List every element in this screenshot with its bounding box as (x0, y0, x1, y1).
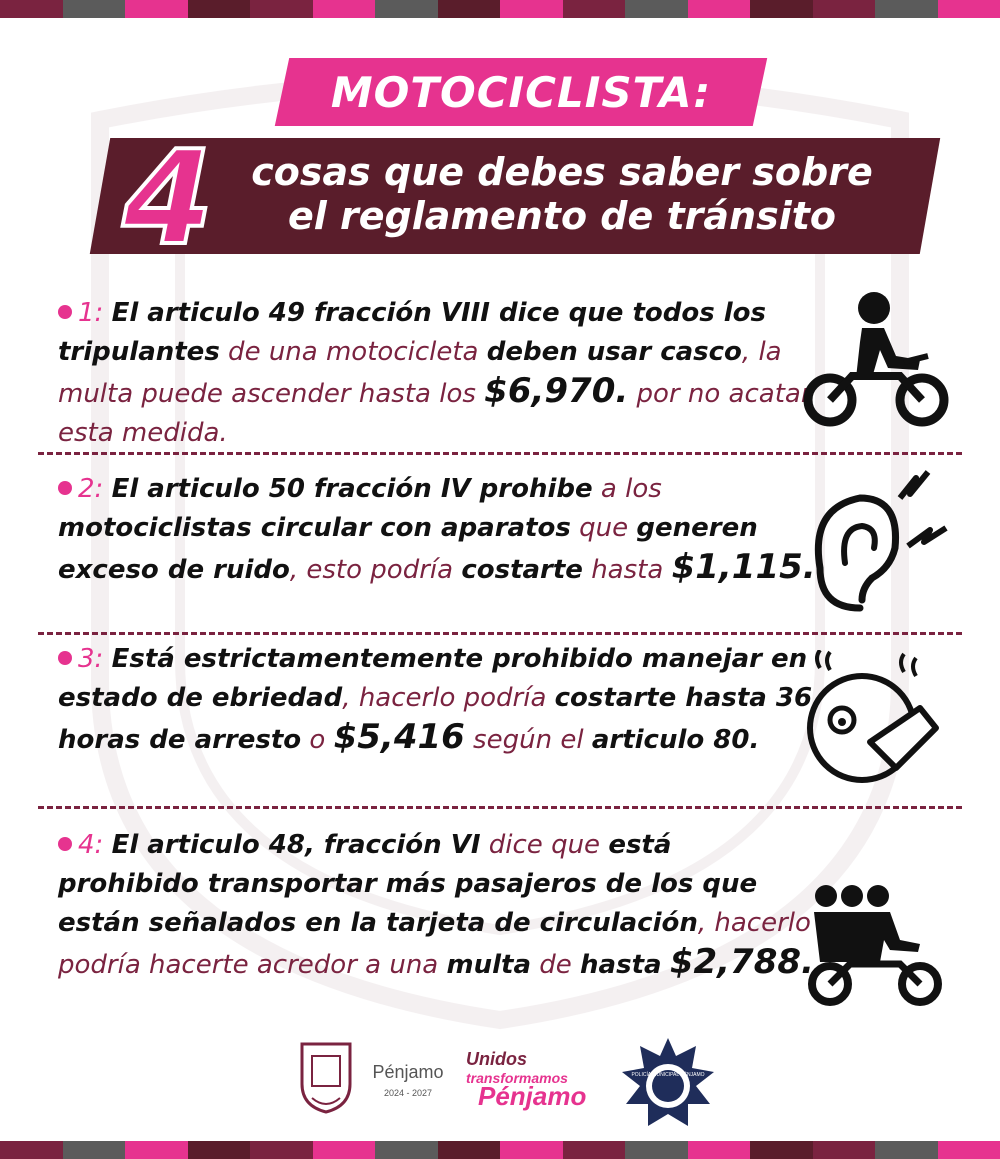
municipal-seal-logo (298, 1040, 354, 1116)
list-item-4: 4: El articulo 48, fracción VI dice que está prohibido transportar más pasajeros de los que están señalados en la tarjeta de circulación, hacerlo podría hacerte acredor a una multa de hasta $2,788. (58, 830, 814, 982)
divider-3 (38, 806, 962, 809)
top-decorative-stripe (0, 0, 1000, 18)
bottom-decorative-stripe (0, 1141, 1000, 1159)
divider-1 (38, 452, 962, 455)
page-title: MOTOCICLISTA: (330, 67, 712, 117)
list-item-3: 3: Está estrictamentemente prohibido manejar en estado de ebriedad, hacerlo podría costarte hasta 36 horas de arresto o $5,416 según el articulo 80. (58, 644, 813, 757)
overloaded-motorcycle-icon (804, 884, 944, 1008)
motorcycle-helmet-rider-icon (800, 290, 950, 430)
footer-slogan-3: Pénjamo (478, 1081, 587, 1111)
footer-slogan-1: Unidos (466, 1049, 527, 1069)
bullet-icon (58, 481, 72, 495)
drunk-face-bottle-icon (800, 650, 945, 790)
bullet-icon (58, 651, 72, 665)
list-item-2: 2: El articulo 50 fracción IV prohibe a los motociclistas circular con aparatos que generen exceso de ruido, esto podría costarte hasta $1,115. (58, 474, 816, 587)
subtitle-number: 4 (122, 122, 214, 274)
subtitle-line-2: el reglamento de tránsito (287, 194, 837, 238)
footer-years: 2024 - 2027 (383, 1088, 433, 1098)
footer-slogan-2: transformamos (466, 1070, 568, 1086)
divider-2 (38, 632, 962, 635)
list-item-1: 1: El articulo 49 fracción VIII dice que todos los tripulantes de una motocicleta deben usar casco, la multa puede ascender hasta los $6,970. por no acatar esta medida. (58, 298, 812, 448)
bullet-icon (58, 305, 72, 319)
police-badge-logo (620, 1036, 716, 1132)
footer-municipality: Pénjamo (372, 1062, 444, 1082)
police-badge-text: POLICÍA MUNICIPAL PÉNJAMO (631, 1072, 705, 1078)
subtitle-line-1: cosas que debes saber sobre (251, 150, 873, 194)
ear-noise-icon (800, 468, 950, 618)
bullet-icon (58, 837, 72, 851)
subtitle (212, 150, 912, 238)
